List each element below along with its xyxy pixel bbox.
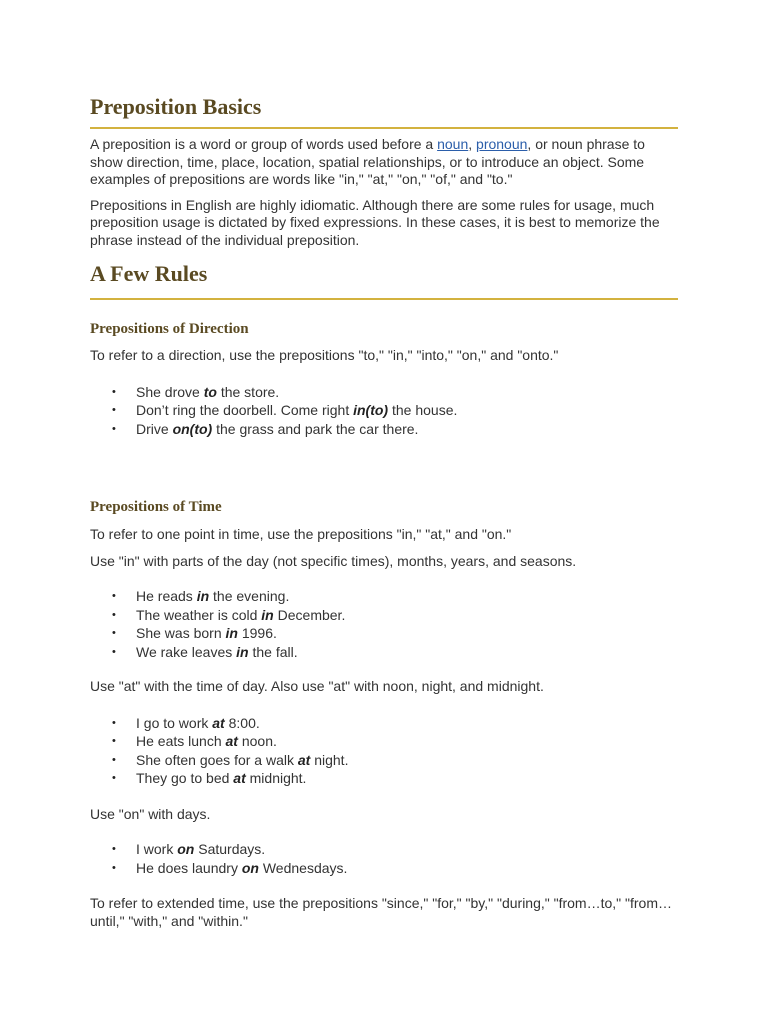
list-item: • We rake leaves in the fall. (90, 643, 678, 662)
basics-paragraph-2: Prepositions in English are highly idiomatic. Although there are some rules for usage, much preposition usage is dictated by fixed expressions. In these cases, it is best to memorize the phrase instead of the individual preposition. (90, 196, 660, 248)
preposition-keyword: on(to) (172, 420, 213, 437)
preposition-keyword: at (297, 751, 311, 768)
paragraph-text: , (468, 136, 477, 152)
preposition-keyword: in (236, 643, 249, 660)
time-intro: To refer to one point in time, use the prepositions "in," "at," and "on." (90, 526, 512, 542)
paragraph-text: , or noun phrase to show direction, time, place, location, spatial relationships, or to introduce an object. Some examples of prepositions are words like "in," "at," "on," "of," and "to." (90, 136, 645, 187)
list-item: • She was born in 1996. (90, 624, 678, 643)
basics-paragraph-1 (90, 136, 678, 189)
heading-preposition-basics: Preposition Basics (90, 92, 678, 129)
list-item: • He eats lunch at noon. (90, 732, 678, 751)
time-at-rule: Use "at" with the time of day. Also use "at" with noon, night, and midnight. (90, 678, 544, 694)
list-item: • He does laundry on Wednesdays. (90, 859, 678, 878)
list-item: • She often goes for a walk at night. (90, 751, 678, 770)
preposition-keyword: on (177, 841, 195, 857)
preposition-keyword: at (212, 714, 225, 731)
preposition-keyword: in (196, 588, 210, 604)
noun-link[interactable]: noun (437, 136, 469, 152)
time-on-examples-list (90, 840, 678, 877)
preposition-keyword: in (225, 625, 238, 641)
preposition-keyword: to (203, 383, 217, 400)
list-item: • Drive on(to) the grass and park the car there. (90, 420, 678, 439)
time-on-rule: Use "on" with days. (90, 805, 211, 822)
list-item: • Don’t ring the doorbell. Come right in(to) the house. (90, 401, 678, 420)
time-at-examples-list (90, 714, 678, 788)
heading-prepositions-of-direction: Prepositions of Direction (90, 321, 249, 337)
document-page (90, 92, 678, 930)
direction-examples-list (90, 383, 678, 439)
direction-intro: To refer to a direction, use the prepositions "to," "in," "into," "on," and "onto." (90, 347, 559, 363)
time-extended: To refer to extended time, use the prepositions "since," "for," "by," "during," "from…to," "from…until," "with," and "within." (90, 895, 672, 929)
list-item: • I go to work at 8:00. (90, 714, 678, 733)
paragraph-text: A preposition is a word or group of words used before a (90, 136, 438, 152)
heading-a-few-rules: A Few Rules (90, 259, 678, 300)
time-in-examples-list (90, 587, 678, 661)
heading-prepositions-of-time: Prepositions of Time (90, 499, 222, 515)
list-item: • They go to bed at midnight. (90, 769, 678, 788)
preposition-keyword: at (233, 770, 246, 786)
list-item: • I work on Saturdays. (90, 840, 678, 859)
list-item: • He reads in the evening. (90, 587, 678, 606)
preposition-keyword: in(to) (353, 402, 389, 418)
time-in-rule: Use "in" with parts of the day (not specific times), months, years, and seasons. (90, 552, 577, 569)
preposition-keyword: in (261, 606, 274, 623)
preposition-keyword: on (241, 859, 259, 876)
preposition-keyword: at (225, 733, 238, 749)
list-item: • The weather is cold in December. (90, 606, 678, 625)
list-item: • She drove to the store. (90, 383, 678, 402)
pronoun-link[interactable]: pronoun (476, 136, 528, 152)
